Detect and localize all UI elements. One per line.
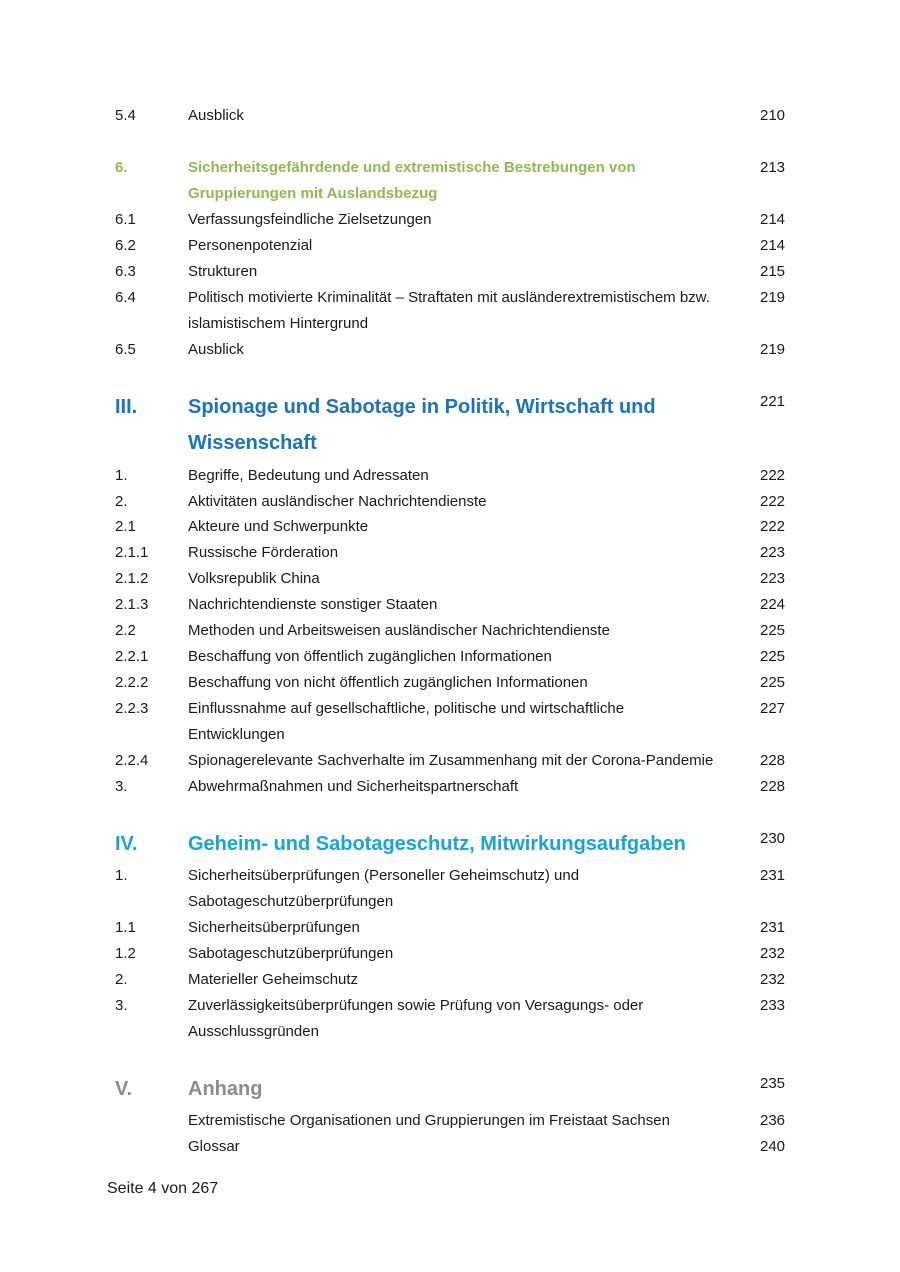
entry-number: 5.4	[115, 107, 136, 124]
section-number: V.	[115, 1078, 133, 1100]
section-page: 230	[760, 830, 786, 847]
entry-page: 213	[760, 159, 786, 176]
entry-title	[188, 155, 738, 207]
entry-title: Ausblick	[188, 341, 244, 358]
entry-title: Extremistische Organisationen und Gruppierungen im Freistaat Sachsen	[188, 1112, 670, 1129]
entry-title	[188, 863, 738, 915]
entry-number: 6.3	[115, 263, 136, 280]
entry-page: 222	[760, 467, 786, 484]
entry-title-line: Ausschlussgründen	[188, 1023, 319, 1040]
entry-page: 232	[760, 971, 786, 988]
entry-page: 231	[760, 867, 786, 884]
entry-page: 215	[760, 263, 786, 280]
entry-title	[188, 993, 738, 1045]
entry-title: Abwehrmaßnahmen und Sicherheitspartnerschaft	[188, 778, 519, 795]
entry-number: 1.	[115, 467, 128, 484]
entry-title	[188, 285, 738, 337]
entry-page: 224	[760, 596, 786, 613]
entry-page: 222	[760, 493, 786, 510]
entry-page: 223	[760, 570, 786, 587]
entry-title: Beschaffung von öffentlich zugänglichen Informationen	[188, 648, 552, 665]
entry-title-line: Zuverlässigkeitsüberprüfungen sowie Prüfung von Versagungs- oder	[188, 997, 644, 1014]
entry-title: Beschaffung von nicht öffentlich zugänglichen Informationen	[188, 674, 588, 691]
entry-page: 225	[760, 648, 786, 665]
entry-title: Strukturen	[188, 263, 258, 280]
entry-number: 6.4	[115, 289, 136, 306]
entry-number: 2.	[115, 971, 128, 988]
entry-title: Methoden und Arbeitsweisen ausländischer Nachrichtendienste	[188, 622, 610, 639]
entry-number: 1.	[115, 867, 128, 884]
entry-number: 1.2	[115, 945, 136, 962]
entry-page: 219	[760, 289, 786, 306]
entry-number: 6.2	[115, 237, 136, 254]
entry-page: 231	[760, 919, 786, 936]
entry-number: 6.	[115, 159, 128, 176]
section-title-line: Wissenschaft	[188, 432, 317, 454]
entry-title: Materieller Geheimschutz	[188, 971, 359, 988]
entry-number: 6.5	[115, 341, 136, 358]
section-title-line: Spionage und Sabotage in Politik, Wirtschaft und	[188, 396, 656, 418]
entry-number: 2.2	[115, 622, 136, 639]
entry-title: Sabotageschutzüberprüfungen	[188, 945, 394, 962]
entry-number: 6.1	[115, 211, 136, 228]
entry-number: 2.1	[115, 518, 136, 535]
entry-title: Akteure und Schwerpunkte	[188, 518, 369, 535]
entry-title-line: Entwicklungen	[188, 726, 285, 743]
entry-title-line: Einflussnahme auf gesellschaftliche, politische und wirtschaftliche	[188, 700, 625, 717]
entry-number: 3.	[115, 778, 128, 795]
entry-title: Glossar	[188, 1138, 240, 1155]
entry-number: 2.2.1	[115, 648, 149, 665]
entry-number: 3.	[115, 997, 128, 1014]
entry-title: Begriffe, Bedeutung und Adressaten	[188, 467, 429, 484]
entry-title-line: islamistischem Hintergrund	[188, 315, 369, 332]
section-number: III.	[115, 396, 138, 418]
entry-page: 214	[760, 211, 786, 228]
entry-title-line: Politisch motivierte Kriminalität – Straftaten mit ausländerextremistischem bzw.	[188, 289, 710, 306]
entry-page: 228	[760, 752, 786, 769]
section-title: Anhang	[188, 1078, 263, 1100]
entry-title: Volksrepublik China	[188, 570, 320, 587]
entry-title: Verfassungsfeindliche Zielsetzungen	[188, 211, 432, 228]
entry-number: 2.1.2	[115, 570, 149, 587]
entry-page: 228	[760, 778, 786, 795]
entry-title-line: Sicherheitsüberprüfungen (Personeller Geheimschutz) und	[188, 867, 580, 884]
entry-title: Personenpotenzial	[188, 237, 313, 254]
entry-page: 225	[760, 622, 786, 639]
entry-title: Spionagerelevante Sachverhalte im Zusammenhang mit der Corona-Pandemie	[188, 752, 714, 769]
entry-title	[188, 696, 738, 748]
entry-title-line: Gruppierungen mit Auslandsbezug	[188, 185, 438, 202]
section-number: IV.	[115, 833, 138, 855]
entry-number: 2.2.2	[115, 674, 149, 691]
entry-page: 219	[760, 341, 786, 358]
entry-number: 2.1.1	[115, 544, 149, 561]
entry-page: 236	[760, 1112, 786, 1129]
entry-title: Nachrichtendienste sonstiger Staaten	[188, 596, 438, 613]
entry-page: 222	[760, 518, 786, 535]
entry-title: Aktivitäten ausländischer Nachrichtendienste	[188, 493, 487, 510]
entry-number: 2.2.4	[115, 752, 149, 769]
entry-number: 2.1.3	[115, 596, 149, 613]
entry-title: Sicherheitsüberprüfungen	[188, 919, 360, 936]
entry-page: 232	[760, 945, 786, 962]
entry-number: 2.	[115, 493, 128, 510]
section-title: Geheim- und Sabotageschutz, Mitwirkungsaufgaben	[188, 833, 686, 855]
entry-page: 210	[760, 107, 786, 124]
section-page: 235	[760, 1075, 786, 1092]
section-title	[188, 389, 748, 461]
entry-title-line: Sicherheitsgefährdende und extremistische Bestrebungen von	[188, 159, 636, 176]
entry-title: Russische Förderation	[188, 544, 339, 561]
entry-title: Ausblick	[188, 107, 244, 124]
entry-page: 225	[760, 674, 786, 691]
entry-page: 214	[760, 237, 786, 254]
page-footer: Seite 4 von 267	[107, 1180, 219, 1197]
section-page: 221	[760, 393, 786, 410]
entry-page: 223	[760, 544, 786, 561]
entry-number: 2.2.3	[115, 700, 149, 717]
entry-page: 227	[760, 700, 786, 717]
entry-number: 1.1	[115, 919, 136, 936]
entry-page: 240	[760, 1138, 786, 1155]
entry-page: 233	[760, 997, 786, 1014]
entry-title-line: Sabotageschutzüberprüfungen	[188, 893, 394, 910]
